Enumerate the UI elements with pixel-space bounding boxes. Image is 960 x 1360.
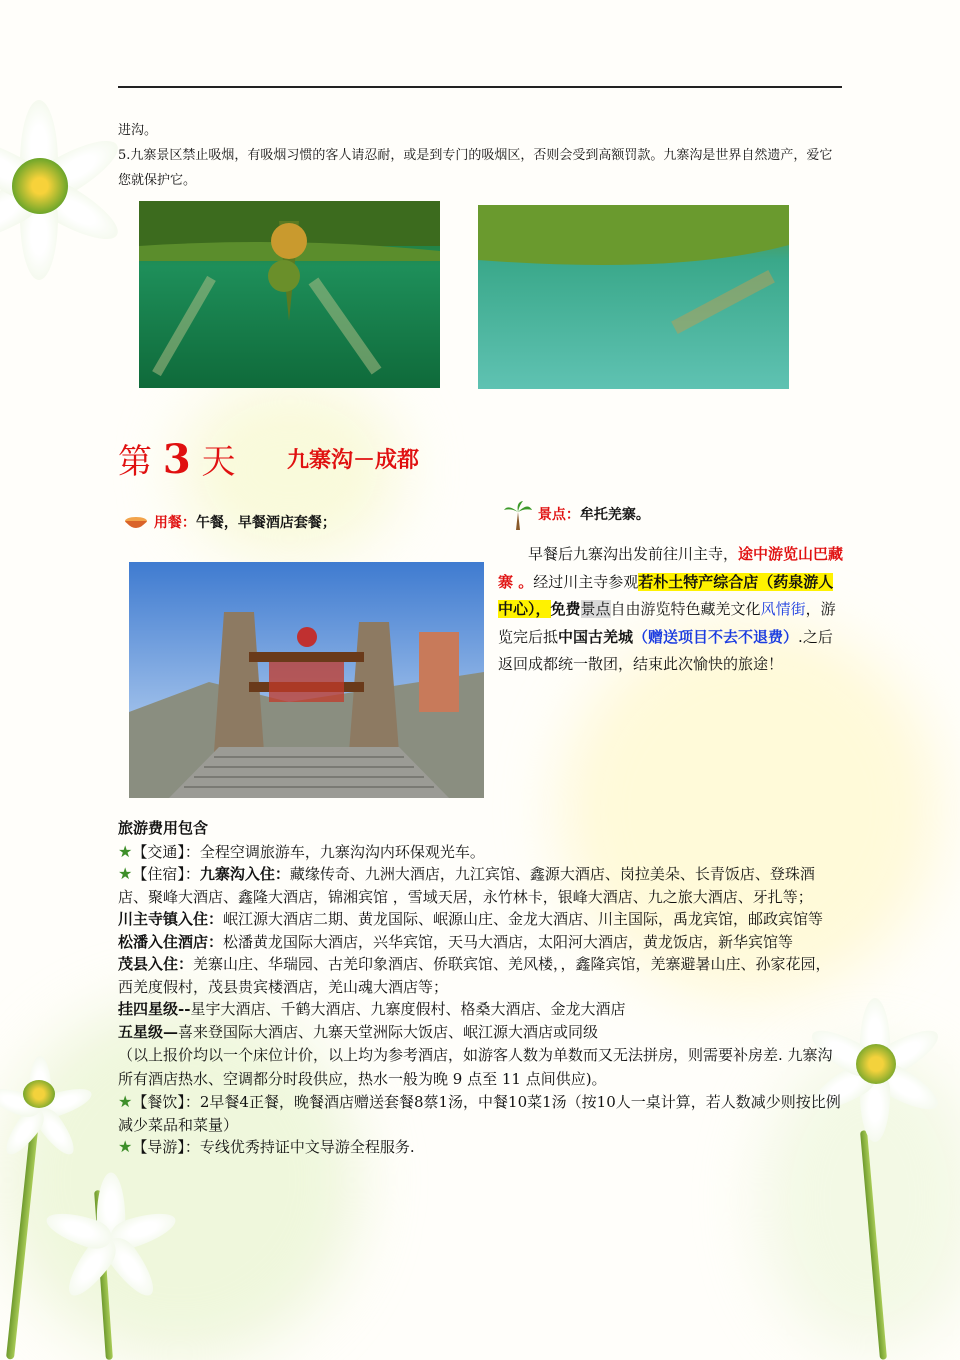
fee-text: 藏缘传奇、九洲大酒店，九江宾馆、鑫源大酒店、岗拉美朵、长青饭店、登珠酒店、聚峰大酒店、鑫隆大酒店，锦湘宾馆 ，雪域天居，永竹林卡，银峰大酒店、九之旅大酒店、牙扎等； bbox=[118, 865, 815, 906]
fee-stay-czs bbox=[118, 908, 844, 931]
village-gate-photo bbox=[129, 562, 484, 798]
rice-bowl-icon bbox=[123, 515, 149, 531]
itinerary-text: ，游览完后抵 bbox=[498, 600, 836, 646]
fee-text: 星宇大酒店、千鹤大酒店、九寨度假村、格桑大酒店、金龙大酒店 bbox=[190, 1000, 626, 1018]
day-prefix: 第 bbox=[118, 442, 152, 482]
itinerary-text: 自由游览特色藏羌文化 bbox=[610, 600, 761, 618]
fee-text: 全程空调旅游车，九寨沟沟内环保观光车。 bbox=[199, 842, 485, 861]
fee-text: 松潘黄龙国际大酒店，兴华宾馆，天马大酒店，太阳河大酒店，黄龙饭店，新华宾馆等 bbox=[223, 932, 794, 951]
fee-label: 【交通】： bbox=[132, 842, 200, 861]
fee-label: 【餐饮】： bbox=[132, 1093, 200, 1111]
fee-stay bbox=[118, 863, 844, 908]
flower-decoration bbox=[0, 1050, 85, 1140]
fee-food bbox=[118, 1091, 844, 1136]
itinerary-text: 中国古羌城 bbox=[558, 627, 634, 646]
fee-sublabel: 川主寺镇入住： bbox=[118, 910, 224, 928]
fee-label: 【住宿】： bbox=[132, 865, 200, 883]
top-fragment: 进沟。 bbox=[118, 123, 158, 138]
itinerary-highlight: 风情街 bbox=[760, 600, 806, 618]
shop-highlight: 若朴土特产综合店（药泉游人中心）， bbox=[498, 572, 834, 618]
fee-guide bbox=[118, 1136, 844, 1159]
fee-label: 【导游】： bbox=[132, 1138, 200, 1156]
lake-photo-right bbox=[478, 205, 789, 389]
flower-decoration bbox=[0, 110, 120, 310]
meals-label: 用餐： bbox=[153, 515, 196, 531]
smoking-notice: 5.九寨景区禁止吸烟，有吸烟习惯的客人请忍耐，或是到专门的吸烟区，否则会受到高额罚款。九寨沟是世界自然遗产，爱它您就保护它。 bbox=[118, 148, 833, 188]
day-suffix: 天 bbox=[201, 442, 236, 482]
meals-row bbox=[123, 512, 336, 532]
header-rule bbox=[118, 86, 842, 88]
palm-tree-icon bbox=[503, 500, 533, 530]
fee-stay-sp bbox=[118, 931, 844, 954]
flower-decoration bbox=[50, 1170, 170, 1290]
sights-row bbox=[503, 500, 650, 530]
itinerary-text: .之后返回成都统一散团，结束此次愉快的旅途！ bbox=[498, 627, 833, 673]
fee-stay-mx bbox=[118, 953, 844, 998]
star-icon: ★ bbox=[118, 1092, 133, 1111]
fee-text: 专线优秀持证中文导游全程服务. bbox=[199, 1138, 415, 1156]
fee-text: 2早餐4正餐，晚餐酒店赠送套餐8蔡1汤，中餐10菜1汤（按10人一桌计算，若人数减少则按比例减少菜品和菜量） bbox=[118, 1093, 841, 1134]
route-title: 九寨沟－成都 bbox=[287, 447, 420, 473]
fee-stay-4star bbox=[118, 998, 844, 1021]
itinerary-text: 免费 bbox=[550, 600, 581, 618]
star-icon: ★ bbox=[118, 841, 133, 861]
itinerary-description bbox=[498, 541, 844, 679]
star-icon: ★ bbox=[118, 1137, 133, 1156]
fee-sublabel: 松潘入住酒店： bbox=[118, 932, 224, 951]
fee-stay-note: （以上报价均以一个床位计价，以上均为参考酒店，如游客人数为单数而又无法拼房，则需要补房差. 九寨沟所有酒店热水、空调都分时段供应，热水一般为晚 9 点至 11 点间供应)。 bbox=[118, 1046, 833, 1088]
itinerary-highlight: 途中游览山巴藏寨 。 bbox=[498, 545, 844, 591]
itinerary-text: 早餐后九寨沟出发前往川主寺， bbox=[528, 545, 739, 563]
fee-text: 喜来登国际大酒店、九寨天堂洲际大饭店、岷江源大酒店或同级 bbox=[178, 1022, 599, 1041]
sights-value: 牟托羌寨。 bbox=[579, 507, 650, 523]
lake-photo-left bbox=[139, 201, 440, 388]
fee-sublabel: 挂四星级-- bbox=[118, 1000, 191, 1018]
star-icon: ★ bbox=[118, 864, 133, 883]
fee-sublabel: 五星级— bbox=[118, 1022, 179, 1041]
fees-section bbox=[118, 817, 844, 1159]
fee-text: 羌寨山庄、华瑞园、古羌印象酒店、侨联宾馆、羌风楼，，鑫隆宾馆，羌寨避暑山庄、孙家花园，西羌度假村，茂县贵宾楼酒店，羌山魂大酒店等； bbox=[118, 955, 831, 996]
sights-label: 景点： bbox=[537, 507, 580, 523]
itinerary-text: 经过川主寺参观 bbox=[533, 572, 639, 591]
itinerary-text: 景点 bbox=[580, 600, 611, 618]
fees-heading: 旅游费用包含 bbox=[118, 819, 209, 837]
fee-stay-5star bbox=[118, 1021, 844, 1044]
fee-sublabel: 九寨沟入住： bbox=[199, 865, 290, 883]
fee-sublabel: 茂县入住： bbox=[118, 955, 194, 973]
day-number: 3 bbox=[162, 436, 191, 483]
itinerary-highlight: （赠送项目不去不退费） bbox=[633, 627, 799, 646]
day-heading bbox=[118, 434, 235, 483]
fee-text: 岷江源大酒店二期、黄龙国际、岷源山庄、金龙大酒店、川主国际，禹龙宾馆，邮政宾馆等 bbox=[223, 910, 824, 928]
meals-value: 午餐，早餐酒店套餐； bbox=[195, 515, 336, 531]
fee-traffic bbox=[118, 841, 844, 864]
